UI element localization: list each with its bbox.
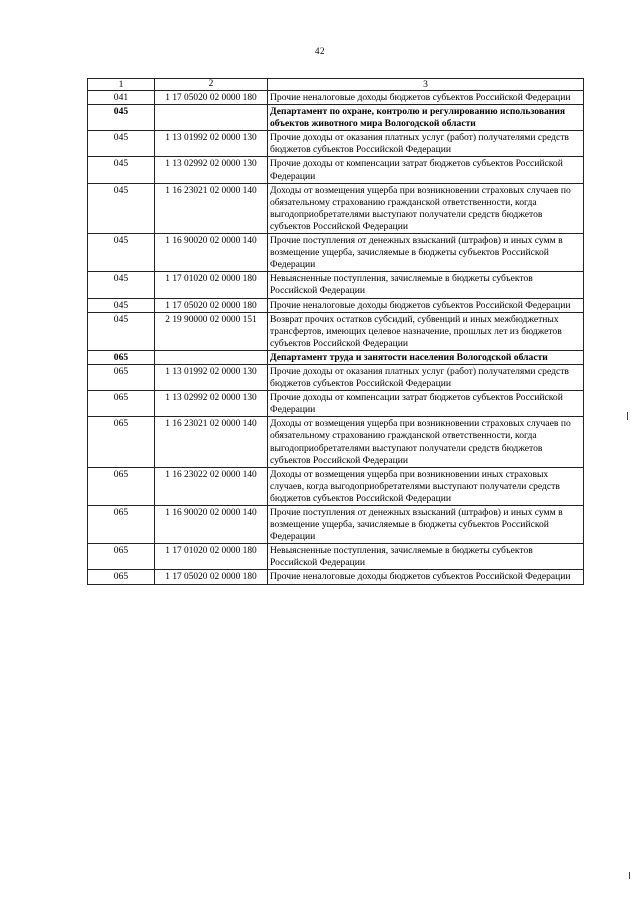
admin-code-cell: 065 (88, 506, 155, 544)
revenue-name-cell: Доходы от возмещения ущерба при возникновении страховых случаев по обязательному страхованию гражданской ответственности, когда выгодоприобретателями выступают получатели средств бюджетов субъектов Российской Федерации (268, 417, 584, 467)
budget-classification-code-cell: 1 13 02992 02 0000 130 (155, 157, 268, 183)
budget-classification-code-cell: 1 13 02992 02 0000 130 (155, 391, 268, 417)
budget-classification-code-cell: 1 13 01992 02 0000 130 (155, 131, 268, 157)
table-header-row (88, 79, 584, 91)
table-row (88, 417, 584, 467)
table-row (88, 272, 584, 298)
admin-code-cell: 045 (88, 105, 155, 131)
budget-classification-code-cell: 1 16 90020 02 0000 140 (155, 234, 268, 272)
revenue-name-cell: Прочие неналоговые доходы бюджетов субъектов Российской Федерации (268, 570, 584, 584)
budget-classification-code-cell (155, 350, 268, 364)
admin-code-cell: 045 (88, 157, 155, 183)
revenue-codes-table (87, 78, 584, 585)
table-row (88, 544, 584, 570)
revenue-name-cell: Невыясненные поступления, зачисляемые в бюджеты субъектов Российской Федерации (268, 544, 584, 570)
table-row (88, 570, 584, 584)
revenue-name-cell: Прочие доходы от компенсации затрат бюджетов субъектов Российской Федерации (268, 157, 584, 183)
budget-classification-code-cell: 1 16 23021 02 0000 140 (155, 183, 268, 233)
revenue-name-cell: Прочие поступления от денежных взысканий (штрафов) и иных сумм в возмещение ущерба, зачисляемые в бюджеты субъектов Российской Федерации (268, 506, 584, 544)
revenue-name-cell: Прочие доходы от оказания платных услуг (работ) получателями средств бюджетов субъектов Российской Федерации (268, 364, 584, 390)
admin-code-cell: 045 (88, 312, 155, 350)
budget-classification-code-cell: 1 16 23022 02 0000 140 (155, 467, 268, 505)
admin-code-cell: 045 (88, 272, 155, 298)
admin-code-cell: 065 (88, 364, 155, 390)
scan-edge-mark (629, 872, 630, 879)
page-number: 42 (315, 46, 325, 56)
budget-classification-code-cell: 1 17 05020 02 0000 180 (155, 570, 268, 584)
admin-code-cell: 065 (88, 544, 155, 570)
budget-classification-code-cell: 2 19 90000 02 0000 151 (155, 312, 268, 350)
budget-classification-code-cell: 1 16 90020 02 0000 140 (155, 506, 268, 544)
revenue-name-cell: Прочие неналоговые доходы бюджетов субъектов Российской Федерации (268, 91, 584, 105)
table-row (88, 298, 584, 312)
budget-classification-code-cell: 1 17 01020 02 0000 180 (155, 272, 268, 298)
department-row (88, 105, 584, 131)
table-row (88, 157, 584, 183)
table-row (88, 312, 584, 350)
column-header-3: 3 (268, 79, 584, 91)
revenue-name-cell: Доходы от возмещения ущерба при возникновении страховых случаев по обязательному страхованию гражданской ответственности, когда выгодоприобретателями выступают получатели средств бюджетов субъектов Российской Федерации (268, 183, 584, 233)
budget-classification-code-cell: 1 17 01020 02 0000 180 (155, 544, 268, 570)
budget-classification-code-cell: 1 13 01992 02 0000 130 (155, 364, 268, 390)
revenue-name-cell: Прочие доходы от оказания платных услуг (работ) получателями средств бюджетов субъектов Российской Федерации (268, 131, 584, 157)
column-header-2: 2 (155, 79, 268, 91)
department-row (88, 350, 584, 364)
revenue-name-cell: Прочие доходы от компенсации затрат бюджетов субъектов Российской Федерации (268, 391, 584, 417)
column-header-1: 1 (88, 79, 155, 91)
admin-code-cell: 045 (88, 131, 155, 157)
admin-code-cell: 045 (88, 298, 155, 312)
table-row (88, 506, 584, 544)
budget-classification-code-cell (155, 105, 268, 131)
admin-code-cell: 045 (88, 234, 155, 272)
table-row (88, 91, 584, 105)
admin-code-cell: 065 (88, 350, 155, 364)
table-row (88, 234, 584, 272)
table-row (88, 183, 584, 233)
budget-classification-code-cell: 1 17 05020 02 0000 180 (155, 298, 268, 312)
admin-code-cell: 065 (88, 391, 155, 417)
revenue-name-cell: Невыясненные поступления, зачисляемые в бюджеты субъектов Российской Федерации (268, 272, 584, 298)
admin-code-cell: 041 (88, 91, 155, 105)
revenue-name-cell: Прочие неналоговые доходы бюджетов субъектов Российской Федерации (268, 298, 584, 312)
admin-code-cell: 065 (88, 467, 155, 505)
revenue-name-cell: Департамент труда и занятости населения Вологодской области (268, 350, 584, 364)
admin-code-cell: 065 (88, 417, 155, 467)
table-row (88, 391, 584, 417)
admin-code-cell: 065 (88, 570, 155, 584)
table-row (88, 364, 584, 390)
revenue-name-cell: Доходы от возмещения ущерба при возникновении иных страховых случаев, когда выгодоприобретателями выступают получатели средств бюджетов субъектов Российской Федерации (268, 467, 584, 505)
table-row (88, 467, 584, 505)
budget-classification-code-cell: 1 16 23021 02 0000 140 (155, 417, 268, 467)
admin-code-cell: 045 (88, 183, 155, 233)
revenue-name-cell: Департамент по охране, контролю и регулированию использования объектов животного мира Вологодской области (268, 105, 584, 131)
budget-classification-code-cell: 1 17 05020 02 0000 180 (155, 91, 268, 105)
scan-edge-mark (627, 412, 628, 420)
revenue-name-cell: Возврат прочих остатков субсидий, субвенций и иных межбюджетных трансфертов, имеющих целевое назначение, прошлых лет из бюджетов субъектов Российской Федерации (268, 312, 584, 350)
table-row (88, 131, 584, 157)
revenue-name-cell: Прочие поступления от денежных взысканий (штрафов) и иных сумм в возмещение ущерба, зачисляемые в бюджеты субъектов Российской Федерации (268, 234, 584, 272)
table-body (88, 91, 584, 585)
